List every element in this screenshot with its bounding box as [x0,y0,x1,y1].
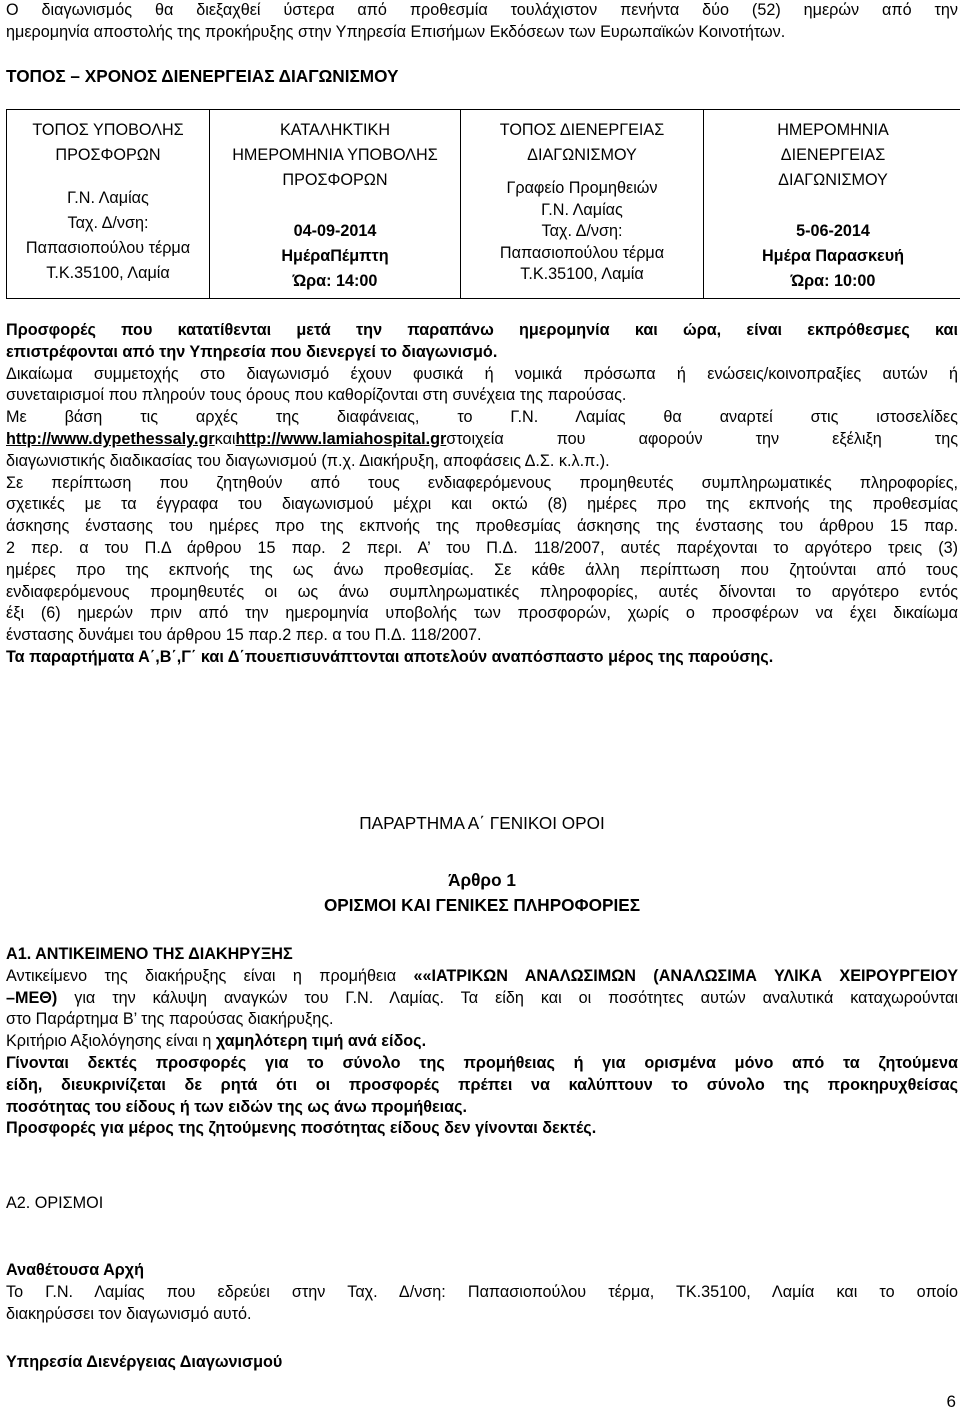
cell-submission-deadline [210,110,461,299]
annexes-note: Τα παραρτήματα Α΄,Β΄,Γ΄ και Δ΄πουεπισυνάπτονται αποτελούν αναπόσπαστο μέρος της παρούσης. [6,647,774,666]
header-line: ΤΟΠΟΣ ΔΙΕΝΕΡΓΕΙΑΣ [499,121,665,139]
body-line: Γ.Ν. Λαμίας [541,200,623,219]
link-joiner: και [214,429,236,448]
transparency-line-2 [6,429,958,451]
header-line: ΔΙΑΓΩΝΙΣΜΟΥ [778,171,888,189]
schedule-title: ΤΟΠΟΣ – ΧΡΟΝΟΣ ΔΙΕΝΕΡΓΕΙΑΣ ΔΙΑΓΩΝΙΣΜΟΥ [6,66,399,86]
a1-subject-line-1 [6,966,958,988]
article-title: ΟΡΙΣΜΟΙ ΚΑΙ ΓΕΝΙΚΕΣ ΠΛΗΡΟΦΟΡΙΕΣ [323,895,641,915]
late-offers-line-1: Προσφορές που κατατίθενται μετά την παραπάνω ημερομηνία και ώρα, είναι εκπρόθεσμες και [6,321,958,339]
deadline-time: Ώρα: 14:00 [292,272,378,290]
objection-line: 2 περ. α του Π.Δ άρθρου 15 παρ. 2 περι. Α’ του Π.Δ. 118/2007, αυτές παρέχονται το αργότερο τρεις (3) [6,538,958,557]
a2-heading: Α2. ΟΡΙΣΜΟΙ [6,1194,104,1212]
criterion-value: χαμηλότερη τιμή ανά είδος. [215,1032,427,1051]
eligibility-line-1: Δικαίωμα συμμετοχής στο διαγωνισμό έχουν φυσικά ή νομικά πρόσωπα ή ενώσεις/κοινοπραξίες αυτών ή [6,364,958,383]
objection-line: ενδιαφερόμενους προμηθευτές οι ως άνω συμπληρωματικές πληροφορίες, αυτές δίνονται το αργότερο εντός [6,582,958,601]
a1-accepted-line: είδη, διευκρινίζεται δε ρητά ότι οι προσφορές πρέπει να καλύπτουν το σύνολο της προκηρυχθείσας [6,1075,958,1094]
a1-subject-line-2 [6,988,958,1010]
deadline-day: ΗμέραΠέμπτη [281,247,389,265]
a1-accepted-line: Γίνονται δεκτές προσφορές για το σύνολο της προμήθειας ή για ορισμένα μόνο από τα ζητούμενα [6,1053,958,1072]
subject-text-rest: για την κάλυψη αναγκών του Γ.Ν. Λαμίας. Τα είδη και οι ποσότητες αυτών αναλυτικά καταχωρούνται [57,988,958,1007]
subject-text: Αντικείμενο της διακήρυξης είναι η προμήθεια [6,966,414,985]
body-line: Γ.Ν. Λαμίας [67,189,149,207]
body-line: Παπασιοπούλου τέρμα [25,239,191,257]
procedure-day: Ημέρα Παρασκευή [761,247,905,265]
body-line: Ταχ. Δ/νση: [67,214,149,232]
dypethessaly-link[interactable]: http://www.dypethessaly.gr [6,429,215,448]
subject-title: ««ΙΑΤΡΙΚΩΝ ΑΝΑΛΩΣΙΜΩΝ (ΑΝΑΛΩΣΙΜΑ ΥΛΙΚΑ ΧΕΙΡΟΥΡΓΕΙΟΥ [413,966,958,985]
annex-a-title: ΠΑΡΑΡΤΗΜΑ Α΄ ΓΕΝΙΚΟΙ ΟΡΟΙ [359,813,605,833]
header-line: ΔΙΑΓΩΝΙΣΜΟΥ [527,146,637,164]
a1-accepted-line: ποσότητας του είδους ή των ειδών της ως άνω προμήθειας. [6,1097,468,1116]
transparency-rest: στοιχεία που αφορούν την εξέλιξη της [446,429,958,448]
page-number: 6 [946,1392,956,1411]
criterion-text: Κριτήριο Αξιολόγησης είναι η [6,1032,216,1051]
header-line: ΤΟΠΟΣ ΥΠΟΒΟΛΗΣ [32,121,184,139]
late-offers-line-2: επιστρέφονται από την Υπηρεσία που διενεργεί το διαγωνισμό. [6,342,498,361]
objection-line: σχετικές με τα έγγραφα του διαγωνισμού μέχρι και οκτώ (8) ημέρες προ της εκπνοής της προθεσμίας [6,495,958,514]
service-heading: Υπηρεσία Διενέργειας Διαγωνισμού [6,1353,283,1371]
authority-line-2: διακηρύσσει τον διαγωνισμό αυτό. [6,1304,252,1323]
objection-line: έξι (6) ημερών πριν από την ημερομηνία υποβολής των προσφορών, χωρίς ο προσφέρων να έχει δικαίωμα [6,604,958,623]
cell-procedure-date [704,110,960,299]
authority-line-1: Το Γ.Ν. Λαμίας που εδρεύει στην Ταχ. Δ/νση: Παπασιοπούλου τέρμα, ΤΚ.35100, Λαμία και το οποίο [6,1282,958,1301]
objection-line: άσκησης ένστασης του ημέρες προ της εκπνοής της προθεσμίας άσκησης της ένστασης του άρθρου 15 παρ. [6,517,958,536]
header-line: ΗΜΕΡΟΜΗΝΙΑ [777,121,889,139]
transparency-line-1: Με βάση τις αρχές της διαφάνειας, το Γ.Ν. Λαμίας θα αναρτεί στις ιστοσελίδες [6,408,958,427]
header-line: ΚΑΤΑΛΗΚΤΙΚΗ [279,121,391,139]
body-line: Τ.Κ.35100, Λαμία [520,265,644,283]
header-line: ΠΡΟΣΦΟΡΩΝ [282,171,388,189]
cell-submission-place [7,110,210,299]
body-line: Παπασιοπούλου τέρμα [499,243,665,262]
procedure-date: 5-06-2014 [796,222,870,240]
schedule-table [6,109,960,299]
intro-line-1: Ο διαγωνισμός θα διεξαχθεί ύστερα από προθεσμία τουλάχιστον πενήντα δύο (52) ημερών από την [6,1,958,19]
procedure-time: Ώρα: 10:00 [790,272,876,290]
body-line: Τ.Κ.35100, Λαμία [46,264,170,282]
authority-heading: Αναθέτουσα Αρχή [6,1261,145,1279]
lamiahospital-link[interactable]: http://www.lamiahospital.gr [235,429,447,448]
a1-heading: Α1. ΑΝΤΙΚΕΙΜΕΝΟ ΤΗΣ ΔΙΑΚΗΡΥΞΗΣ [6,945,293,963]
article-number: Άρθρο 1 [448,870,516,890]
body-line: Ταχ. Δ/νση: [541,222,623,240]
cell-procedure-place [461,110,704,299]
body-line: Γραφείο Προμηθειών [506,179,658,197]
objection-line: Σε περίπτωση που ζητηθούν από τους ενδιαφερόμενους προμηθευτές συμπληρωματικές πληροφορίες, [6,473,958,492]
objection-line: ένστασης δυνάμει του άρθρου 15 παρ.2 περ. α του Π.Δ. 118/2007. [6,626,482,645]
a1-criterion [6,1031,958,1053]
intro-line-2: ημερομηνία αποστολής της προκήρυξης στην Υπηρεσία Επισήμων Εκδόσεων των Ευρωπαϊκών Κοινοτήτων. [6,22,786,41]
header-line: ΠΡΟΣΦΟΡΩΝ [55,146,161,164]
header-line: ΗΜΕΡΟΜΗΝΙΑ ΥΠΟΒΟΛΗΣ [232,146,438,164]
a1-partial: Προσφορές για μέρος της ζητούμενης ποσότητας είδους δεν γίνονται δεκτές. [6,1119,597,1138]
objection-line: ημέρες προ της εκπνοής της ως άνω προθεσμίας. Σε κάθε άλλη περίπτωση που ζητούνται από τους [6,560,958,579]
deadline-date: 04-09-2014 [293,222,377,240]
header-line: ΔΙΕΝΕΡΓΕΙΑΣ [780,146,886,164]
subject-title-end: –ΜΕΘ) [6,988,58,1007]
a1-subject-line-3: στο Παράρτημα Β’ της παρούσας διακήρυξης. [6,1010,334,1029]
transparency-line-3: διαγωνιστικής διαδικασίας του διαγωνισμού (π.χ. Διακήρυξη, αποφάσεις Δ.Σ. κ.λ.π.). [6,451,610,470]
eligibility-line-2: συνεταιρισμοί που πληρούν τους όρους που καθορίζονται στη συνέχεια της παρούσας. [6,386,627,405]
